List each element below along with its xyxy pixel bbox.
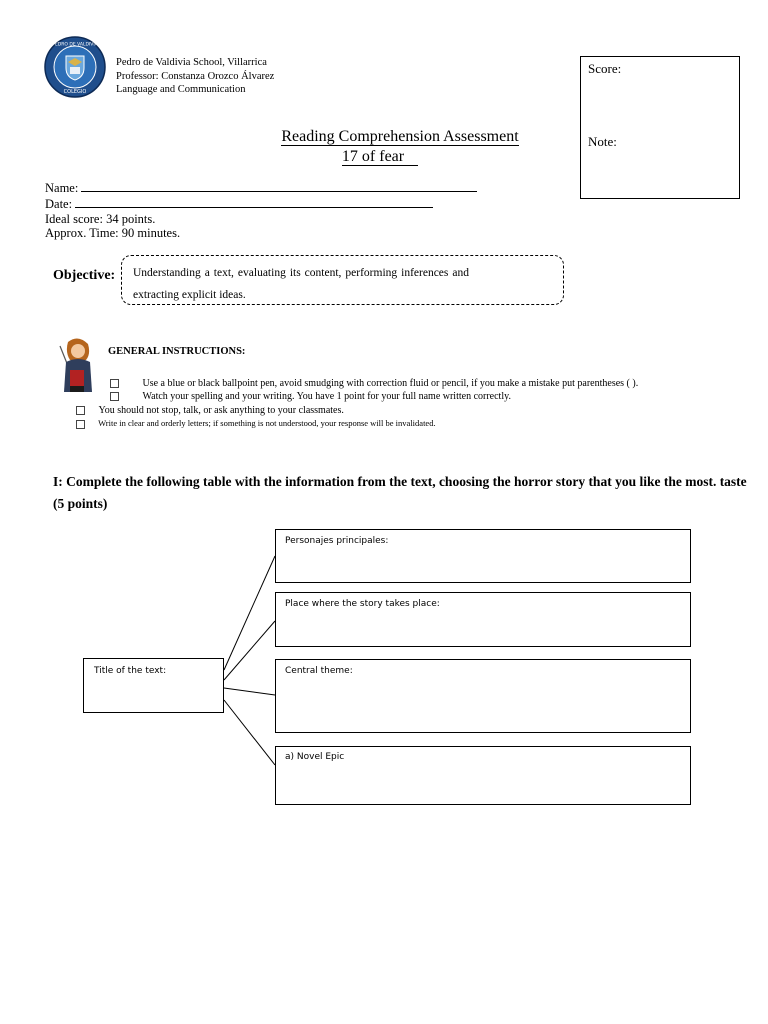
ideal-score: Ideal score: 34 points.	[45, 211, 156, 226]
instruction-item: Write in clear and orderly letters; if something is not understood, your response will be invalidated.	[76, 418, 436, 429]
subject-name: Language and Communication	[116, 84, 246, 95]
answer-box-label: a) Novel Epic	[285, 752, 345, 762]
professor-name: Professor: Constanza Orozco Álvarez	[116, 70, 275, 82]
assessment-title: Reading Comprehension Assessment	[281, 128, 519, 145]
instruction-item: Use a blue or black ballpoint pen, avoid smudging with correction fluid or pencil, if you make a mistake put parentheses ( ).	[110, 378, 638, 389]
svg-text:COLEGIO: COLEGIO	[63, 89, 87, 95]
svg-text:PEDRO DE VALDIVIA: PEDRO DE VALDIVIA	[52, 42, 98, 48]
answer-box-label: Place where the story takes place:	[285, 599, 440, 609]
title-box[interactable]	[83, 658, 224, 713]
instruction-item: Watch your spelling and your writing. You have 1 point for your full name written correctly.	[110, 391, 511, 402]
objective-text: Understanding a text, evaluating its content, performing inferences and extracting explicit ideas.	[133, 267, 469, 301]
instructions-title: GENERAL INSTRUCTIONS:	[108, 346, 246, 357]
answer-box[interactable]	[275, 529, 691, 583]
school-name: Pedro de Valdivia School, Villarrica	[116, 57, 267, 68]
answer-box[interactable]	[275, 746, 691, 805]
answer-box-label: Central theme:	[285, 666, 353, 676]
assessment-subtitle: 17 of fear	[230, 148, 530, 166]
title-box-label: Title of the text:	[94, 666, 167, 676]
answer-box-label: Personajes principales:	[285, 536, 389, 546]
objective-label: Objective:	[53, 268, 116, 283]
name-label: Name:	[45, 181, 79, 195]
answer-box[interactable]	[275, 659, 691, 733]
answer-box[interactable]	[275, 592, 691, 647]
instruction-item: You should not stop, talk, or ask anything to your classmates.	[76, 405, 344, 416]
approx-time: Approx. Time: 90 minutes.	[45, 226, 181, 241]
note-label: Note:	[588, 134, 617, 149]
score-label: Score:	[588, 61, 622, 76]
date-label: Date:	[45, 196, 73, 211]
task-heading: I: Complete the following table with the information from the text, choosing the horror story that you like the most. taste (5 points)	[53, 474, 747, 511]
